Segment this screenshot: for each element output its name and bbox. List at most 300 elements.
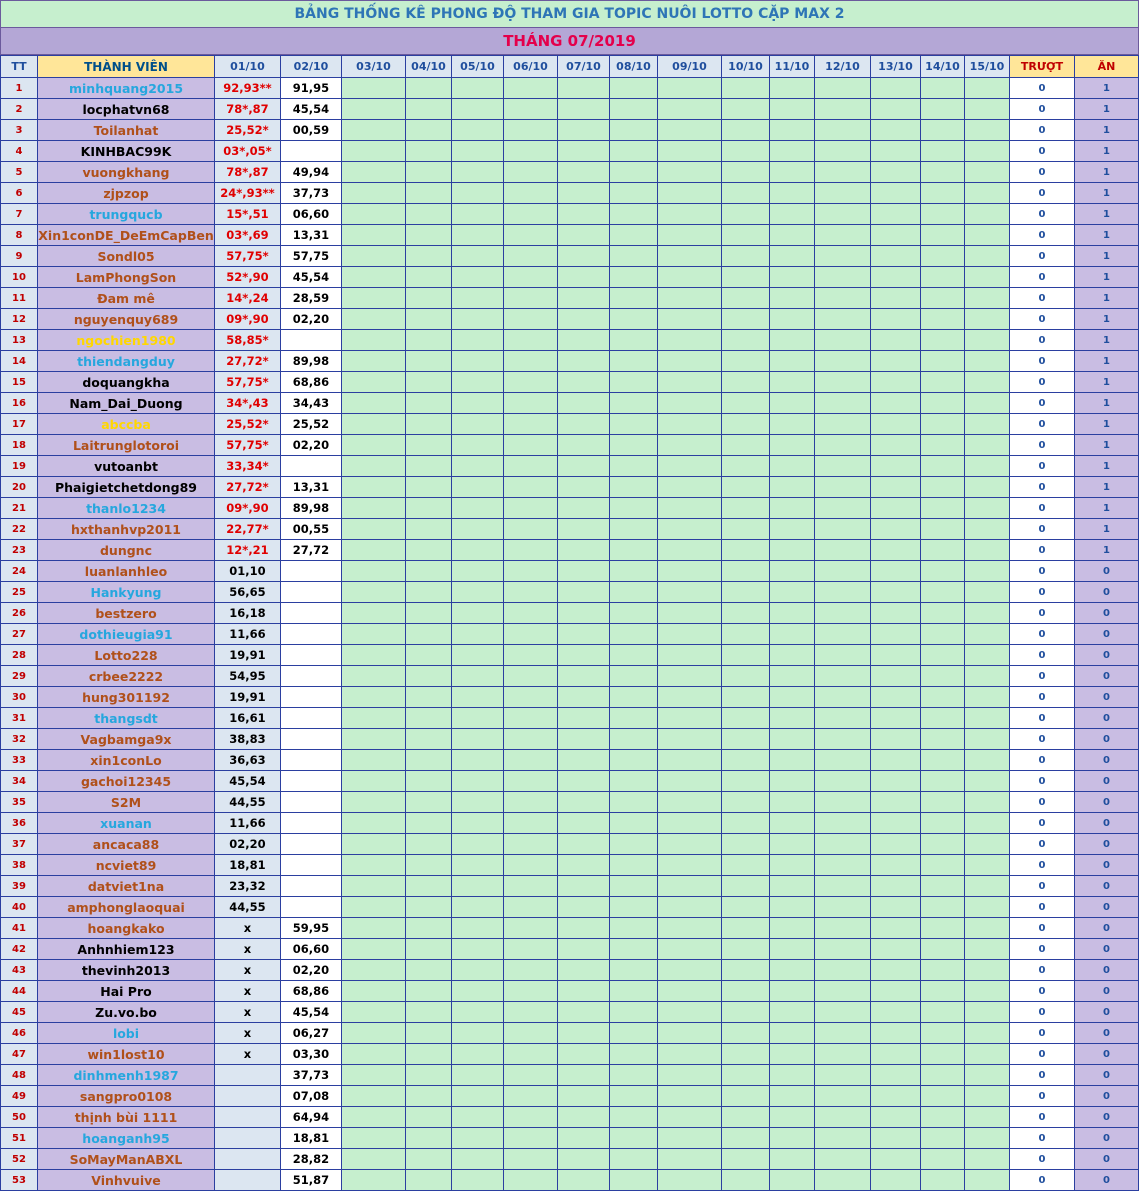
day-cell-01-10: x xyxy=(215,1023,281,1044)
table-row xyxy=(1,414,1139,435)
table-row xyxy=(1,708,1139,729)
row-number: 7 xyxy=(1,204,38,225)
day-cell-empty xyxy=(658,729,722,750)
day-cell-empty xyxy=(815,1128,871,1149)
day-cell-empty xyxy=(342,1128,406,1149)
day-cell-empty xyxy=(770,99,815,120)
day-cell-empty xyxy=(815,897,871,918)
day-cell-empty xyxy=(610,498,658,519)
day-cell-empty xyxy=(965,687,1010,708)
day-cell-01-10: 78*,87 xyxy=(215,162,281,183)
day-cell-empty xyxy=(342,1149,406,1170)
day-cell-empty xyxy=(504,1149,558,1170)
day-cell-empty xyxy=(871,666,921,687)
day-cell-empty xyxy=(722,561,770,582)
day-cell-empty xyxy=(558,519,610,540)
row-number: 52 xyxy=(1,1149,38,1170)
day-cell-01-10 xyxy=(215,1170,281,1191)
day-cell-empty xyxy=(658,1128,722,1149)
miss-count: 0 xyxy=(1010,1044,1075,1065)
row-number: 16 xyxy=(1,393,38,414)
table-row xyxy=(1,1044,1139,1065)
day-cell-empty xyxy=(610,204,658,225)
day-cell-empty xyxy=(452,435,504,456)
day-cell-empty xyxy=(815,225,871,246)
member-name: locphatvn68 xyxy=(38,99,215,120)
day-cell-empty xyxy=(965,834,1010,855)
day-cell-empty xyxy=(452,897,504,918)
day-cell-empty xyxy=(452,771,504,792)
win-count: 1 xyxy=(1075,309,1139,330)
day-cell-empty xyxy=(610,750,658,771)
row-number: 51 xyxy=(1,1128,38,1149)
miss-count: 0 xyxy=(1010,372,1075,393)
win-count: 0 xyxy=(1075,918,1139,939)
day-cell-02-10: 91,95 xyxy=(281,78,342,99)
day-cell-empty xyxy=(815,540,871,561)
day-cell-empty xyxy=(921,498,965,519)
day-cell-empty xyxy=(406,456,452,477)
win-count: 0 xyxy=(1075,792,1139,813)
day-cell-empty xyxy=(610,981,658,1002)
day-cell-empty xyxy=(504,1128,558,1149)
day-cell-empty xyxy=(558,1044,610,1065)
day-cell-02-10 xyxy=(281,645,342,666)
day-cell-empty xyxy=(452,813,504,834)
day-cell-empty xyxy=(610,78,658,99)
day-cell-empty xyxy=(770,477,815,498)
day-cell-empty xyxy=(921,729,965,750)
day-cell-empty xyxy=(722,183,770,204)
day-cell-empty xyxy=(342,750,406,771)
day-cell-empty xyxy=(965,225,1010,246)
day-cell-empty xyxy=(658,687,722,708)
day-cell-02-10: 59,95 xyxy=(281,918,342,939)
day-cell-empty xyxy=(965,1149,1010,1170)
member-name: dungnc xyxy=(38,540,215,561)
day-cell-empty xyxy=(558,939,610,960)
day-cell-02-10: 06,27 xyxy=(281,1023,342,1044)
table-row xyxy=(1,225,1139,246)
day-cell-01-10 xyxy=(215,1149,281,1170)
day-cell-empty xyxy=(658,540,722,561)
day-cell-01-10: 78*,87 xyxy=(215,99,281,120)
header-day: 14/10 xyxy=(921,56,965,78)
day-cell-empty xyxy=(504,897,558,918)
day-cell-empty xyxy=(965,309,1010,330)
member-name: thiendangduy xyxy=(38,351,215,372)
row-number: 25 xyxy=(1,582,38,603)
day-cell-empty xyxy=(722,225,770,246)
miss-count: 0 xyxy=(1010,288,1075,309)
day-cell-empty xyxy=(452,561,504,582)
day-cell-empty xyxy=(406,414,452,435)
day-cell-02-10 xyxy=(281,771,342,792)
day-cell-empty xyxy=(504,351,558,372)
day-cell-empty xyxy=(406,204,452,225)
day-cell-empty xyxy=(342,330,406,351)
day-cell-empty xyxy=(406,1170,452,1191)
day-cell-01-10: 45,54 xyxy=(215,771,281,792)
day-cell-empty xyxy=(658,351,722,372)
day-cell-empty xyxy=(921,393,965,414)
day-cell-empty xyxy=(504,981,558,1002)
day-cell-01-10: 24*,93** xyxy=(215,183,281,204)
member-name: Anhnhiem123 xyxy=(38,939,215,960)
day-cell-empty xyxy=(610,687,658,708)
day-cell-empty xyxy=(770,225,815,246)
day-cell-empty xyxy=(658,120,722,141)
header-day: 09/10 xyxy=(658,56,722,78)
miss-count: 0 xyxy=(1010,456,1075,477)
day-cell-empty xyxy=(658,330,722,351)
day-cell-empty xyxy=(770,813,815,834)
day-cell-empty xyxy=(452,414,504,435)
day-cell-empty xyxy=(610,330,658,351)
miss-count: 0 xyxy=(1010,792,1075,813)
day-cell-empty xyxy=(921,1086,965,1107)
day-cell-empty xyxy=(770,771,815,792)
row-number: 18 xyxy=(1,435,38,456)
day-cell-empty xyxy=(658,414,722,435)
day-cell-empty xyxy=(558,603,610,624)
day-cell-empty xyxy=(722,876,770,897)
row-number: 30 xyxy=(1,687,38,708)
member-name: hoangkako xyxy=(38,918,215,939)
day-cell-empty xyxy=(342,78,406,99)
day-cell-empty xyxy=(558,645,610,666)
day-cell-empty xyxy=(504,78,558,99)
day-cell-empty xyxy=(452,99,504,120)
member-name: thangsdt xyxy=(38,708,215,729)
day-cell-empty xyxy=(722,1170,770,1191)
day-cell-empty xyxy=(504,519,558,540)
day-cell-02-10: 02,20 xyxy=(281,435,342,456)
day-cell-empty xyxy=(406,477,452,498)
day-cell-empty xyxy=(504,834,558,855)
day-cell-empty xyxy=(558,78,610,99)
day-cell-empty xyxy=(921,708,965,729)
day-cell-empty xyxy=(658,78,722,99)
header-day: 08/10 xyxy=(610,56,658,78)
day-cell-empty xyxy=(610,918,658,939)
day-cell-empty xyxy=(406,939,452,960)
day-cell-empty xyxy=(610,183,658,204)
day-cell-empty xyxy=(871,981,921,1002)
day-cell-empty xyxy=(921,78,965,99)
row-number: 24 xyxy=(1,561,38,582)
win-count: 0 xyxy=(1075,897,1139,918)
day-cell-empty xyxy=(722,1149,770,1170)
row-number: 36 xyxy=(1,813,38,834)
day-cell-empty xyxy=(558,540,610,561)
day-cell-empty xyxy=(871,1002,921,1023)
day-cell-empty xyxy=(658,309,722,330)
day-cell-empty xyxy=(722,120,770,141)
day-cell-empty xyxy=(406,1044,452,1065)
day-cell-empty xyxy=(558,708,610,729)
row-number: 2 xyxy=(1,99,38,120)
day-cell-empty xyxy=(342,351,406,372)
day-cell-empty xyxy=(452,183,504,204)
day-cell-empty xyxy=(504,1065,558,1086)
row-number: 26 xyxy=(1,603,38,624)
table-row xyxy=(1,1002,1139,1023)
header-day: 04/10 xyxy=(406,56,452,78)
day-cell-empty xyxy=(342,267,406,288)
day-cell-empty xyxy=(871,624,921,645)
day-cell-empty xyxy=(406,288,452,309)
member-name: KINHBAC99K xyxy=(38,141,215,162)
day-cell-01-10: 18,81 xyxy=(215,855,281,876)
day-cell-empty xyxy=(722,141,770,162)
day-cell-empty xyxy=(406,561,452,582)
day-cell-empty xyxy=(504,540,558,561)
day-cell-02-10: 89,98 xyxy=(281,498,342,519)
day-cell-empty xyxy=(965,519,1010,540)
day-cell-empty xyxy=(871,393,921,414)
day-cell-empty xyxy=(610,1149,658,1170)
miss-count: 0 xyxy=(1010,1128,1075,1149)
day-cell-empty xyxy=(558,876,610,897)
day-cell-empty xyxy=(452,120,504,141)
day-cell-empty xyxy=(722,855,770,876)
day-cell-empty xyxy=(504,855,558,876)
day-cell-empty xyxy=(342,99,406,120)
miss-count: 0 xyxy=(1010,351,1075,372)
day-cell-02-10: 51,87 xyxy=(281,1170,342,1191)
miss-count: 0 xyxy=(1010,99,1075,120)
member-name: luanlanhleo xyxy=(38,561,215,582)
day-cell-empty xyxy=(558,393,610,414)
day-cell-empty xyxy=(815,1044,871,1065)
day-cell-empty xyxy=(658,834,722,855)
day-cell-02-10 xyxy=(281,687,342,708)
day-cell-empty xyxy=(658,624,722,645)
day-cell-empty xyxy=(770,183,815,204)
day-cell-empty xyxy=(406,225,452,246)
day-cell-empty xyxy=(965,183,1010,204)
day-cell-empty xyxy=(342,162,406,183)
day-cell-empty xyxy=(504,876,558,897)
win-count: 1 xyxy=(1075,351,1139,372)
day-cell-empty xyxy=(722,246,770,267)
day-cell-empty xyxy=(452,1023,504,1044)
table-row xyxy=(1,687,1139,708)
header-day: 02/10 xyxy=(281,56,342,78)
day-cell-empty xyxy=(921,477,965,498)
row-number: 50 xyxy=(1,1107,38,1128)
day-cell-empty xyxy=(965,498,1010,519)
day-cell-empty xyxy=(504,267,558,288)
sheet-title: BẢNG THỐNG KÊ PHONG ĐỘ THAM GIA TOPIC NUÔI LOTTO CẶP MAX 2 xyxy=(0,0,1139,28)
day-cell-02-10: 68,86 xyxy=(281,372,342,393)
row-number: 34 xyxy=(1,771,38,792)
day-cell-empty xyxy=(871,246,921,267)
day-cell-empty xyxy=(406,1065,452,1086)
day-cell-empty xyxy=(504,456,558,477)
table-row xyxy=(1,624,1139,645)
day-cell-empty xyxy=(558,372,610,393)
header-day: 15/10 xyxy=(965,56,1010,78)
day-cell-empty xyxy=(722,288,770,309)
day-cell-empty xyxy=(658,204,722,225)
day-cell-empty xyxy=(965,729,1010,750)
day-cell-empty xyxy=(722,729,770,750)
table-row xyxy=(1,477,1139,498)
day-cell-empty xyxy=(452,477,504,498)
table-row xyxy=(1,1065,1139,1086)
day-cell-empty xyxy=(921,141,965,162)
member-name: minhquang2015 xyxy=(38,78,215,99)
day-cell-empty xyxy=(770,897,815,918)
day-cell-empty xyxy=(504,939,558,960)
day-cell-empty xyxy=(342,309,406,330)
day-cell-empty xyxy=(406,960,452,981)
day-cell-empty xyxy=(658,456,722,477)
miss-count: 0 xyxy=(1010,918,1075,939)
day-cell-02-10 xyxy=(281,834,342,855)
table-row xyxy=(1,204,1139,225)
win-count: 0 xyxy=(1075,1002,1139,1023)
day-cell-empty xyxy=(815,1170,871,1191)
day-cell-empty xyxy=(558,855,610,876)
day-cell-empty xyxy=(871,183,921,204)
day-cell-empty xyxy=(504,141,558,162)
day-cell-empty xyxy=(342,876,406,897)
day-cell-01-10: 34*,43 xyxy=(215,393,281,414)
win-count: 0 xyxy=(1075,855,1139,876)
day-cell-empty xyxy=(921,603,965,624)
row-number: 47 xyxy=(1,1044,38,1065)
day-cell-empty xyxy=(558,309,610,330)
day-cell-empty xyxy=(871,414,921,435)
day-cell-empty xyxy=(452,666,504,687)
win-count: 1 xyxy=(1075,246,1139,267)
day-cell-empty xyxy=(610,477,658,498)
day-cell-01-10: 19,91 xyxy=(215,687,281,708)
miss-count: 0 xyxy=(1010,141,1075,162)
day-cell-02-10 xyxy=(281,708,342,729)
day-cell-empty xyxy=(504,666,558,687)
day-cell-empty xyxy=(610,1086,658,1107)
day-cell-empty xyxy=(558,729,610,750)
day-cell-empty xyxy=(770,1023,815,1044)
day-cell-empty xyxy=(452,267,504,288)
sheet-month: THÁNG 07/2019 xyxy=(0,28,1139,55)
day-cell-empty xyxy=(871,330,921,351)
table-row xyxy=(1,897,1139,918)
win-count: 0 xyxy=(1075,834,1139,855)
day-cell-empty xyxy=(815,267,871,288)
day-cell-empty xyxy=(342,435,406,456)
row-number: 20 xyxy=(1,477,38,498)
member-name: sangpro0108 xyxy=(38,1086,215,1107)
win-count: 1 xyxy=(1075,267,1139,288)
header-day: 11/10 xyxy=(770,56,815,78)
day-cell-empty xyxy=(558,267,610,288)
day-cell-empty xyxy=(558,477,610,498)
day-cell-empty xyxy=(342,519,406,540)
day-cell-empty xyxy=(770,939,815,960)
table-row xyxy=(1,729,1139,750)
day-cell-empty xyxy=(722,1044,770,1065)
member-name: SoMayManABXL xyxy=(38,1149,215,1170)
day-cell-01-10: 01,10 xyxy=(215,561,281,582)
win-count: 0 xyxy=(1075,582,1139,603)
day-cell-empty xyxy=(558,1149,610,1170)
day-cell-empty xyxy=(452,876,504,897)
day-cell-empty xyxy=(722,1002,770,1023)
win-count: 0 xyxy=(1075,729,1139,750)
miss-count: 0 xyxy=(1010,939,1075,960)
day-cell-empty xyxy=(871,1065,921,1086)
day-cell-empty xyxy=(406,1002,452,1023)
day-cell-01-10: 57,75* xyxy=(215,435,281,456)
day-cell-empty xyxy=(921,1065,965,1086)
day-cell-empty xyxy=(965,666,1010,687)
miss-count: 0 xyxy=(1010,498,1075,519)
day-cell-empty xyxy=(610,813,658,834)
table-row xyxy=(1,1128,1139,1149)
day-cell-empty xyxy=(871,1128,921,1149)
day-cell-empty xyxy=(770,267,815,288)
header-tt: TT xyxy=(1,56,38,78)
day-cell-empty xyxy=(921,834,965,855)
day-cell-empty xyxy=(871,309,921,330)
win-count: 1 xyxy=(1075,162,1139,183)
day-cell-empty xyxy=(406,1128,452,1149)
day-cell-01-10: 92,93** xyxy=(215,78,281,99)
day-cell-empty xyxy=(815,183,871,204)
day-cell-empty xyxy=(770,330,815,351)
day-cell-empty xyxy=(871,456,921,477)
win-count: 1 xyxy=(1075,456,1139,477)
day-cell-empty xyxy=(406,624,452,645)
day-cell-02-10 xyxy=(281,624,342,645)
day-cell-empty xyxy=(342,456,406,477)
day-cell-empty xyxy=(558,1107,610,1128)
day-cell-empty xyxy=(921,99,965,120)
day-cell-02-10: 03,30 xyxy=(281,1044,342,1065)
day-cell-empty xyxy=(921,1107,965,1128)
day-cell-empty xyxy=(658,582,722,603)
day-cell-empty xyxy=(815,645,871,666)
day-cell-empty xyxy=(406,120,452,141)
member-name: Phaigietchetdong89 xyxy=(38,477,215,498)
day-cell-02-10 xyxy=(281,729,342,750)
member-name: dothieugia91 xyxy=(38,624,215,645)
win-count: 0 xyxy=(1075,1023,1139,1044)
day-cell-empty xyxy=(406,792,452,813)
day-cell-empty xyxy=(921,813,965,834)
day-cell-empty xyxy=(871,204,921,225)
day-cell-empty xyxy=(921,1044,965,1065)
day-cell-empty xyxy=(722,498,770,519)
day-cell-01-10: x xyxy=(215,1002,281,1023)
day-cell-empty xyxy=(815,1065,871,1086)
table-row xyxy=(1,435,1139,456)
day-cell-empty xyxy=(504,498,558,519)
day-cell-empty xyxy=(504,687,558,708)
day-cell-empty xyxy=(658,99,722,120)
day-cell-empty xyxy=(452,645,504,666)
day-cell-empty xyxy=(815,1149,871,1170)
day-cell-empty xyxy=(965,204,1010,225)
member-name: nguyenquy689 xyxy=(38,309,215,330)
row-number: 39 xyxy=(1,876,38,897)
table-row xyxy=(1,162,1139,183)
